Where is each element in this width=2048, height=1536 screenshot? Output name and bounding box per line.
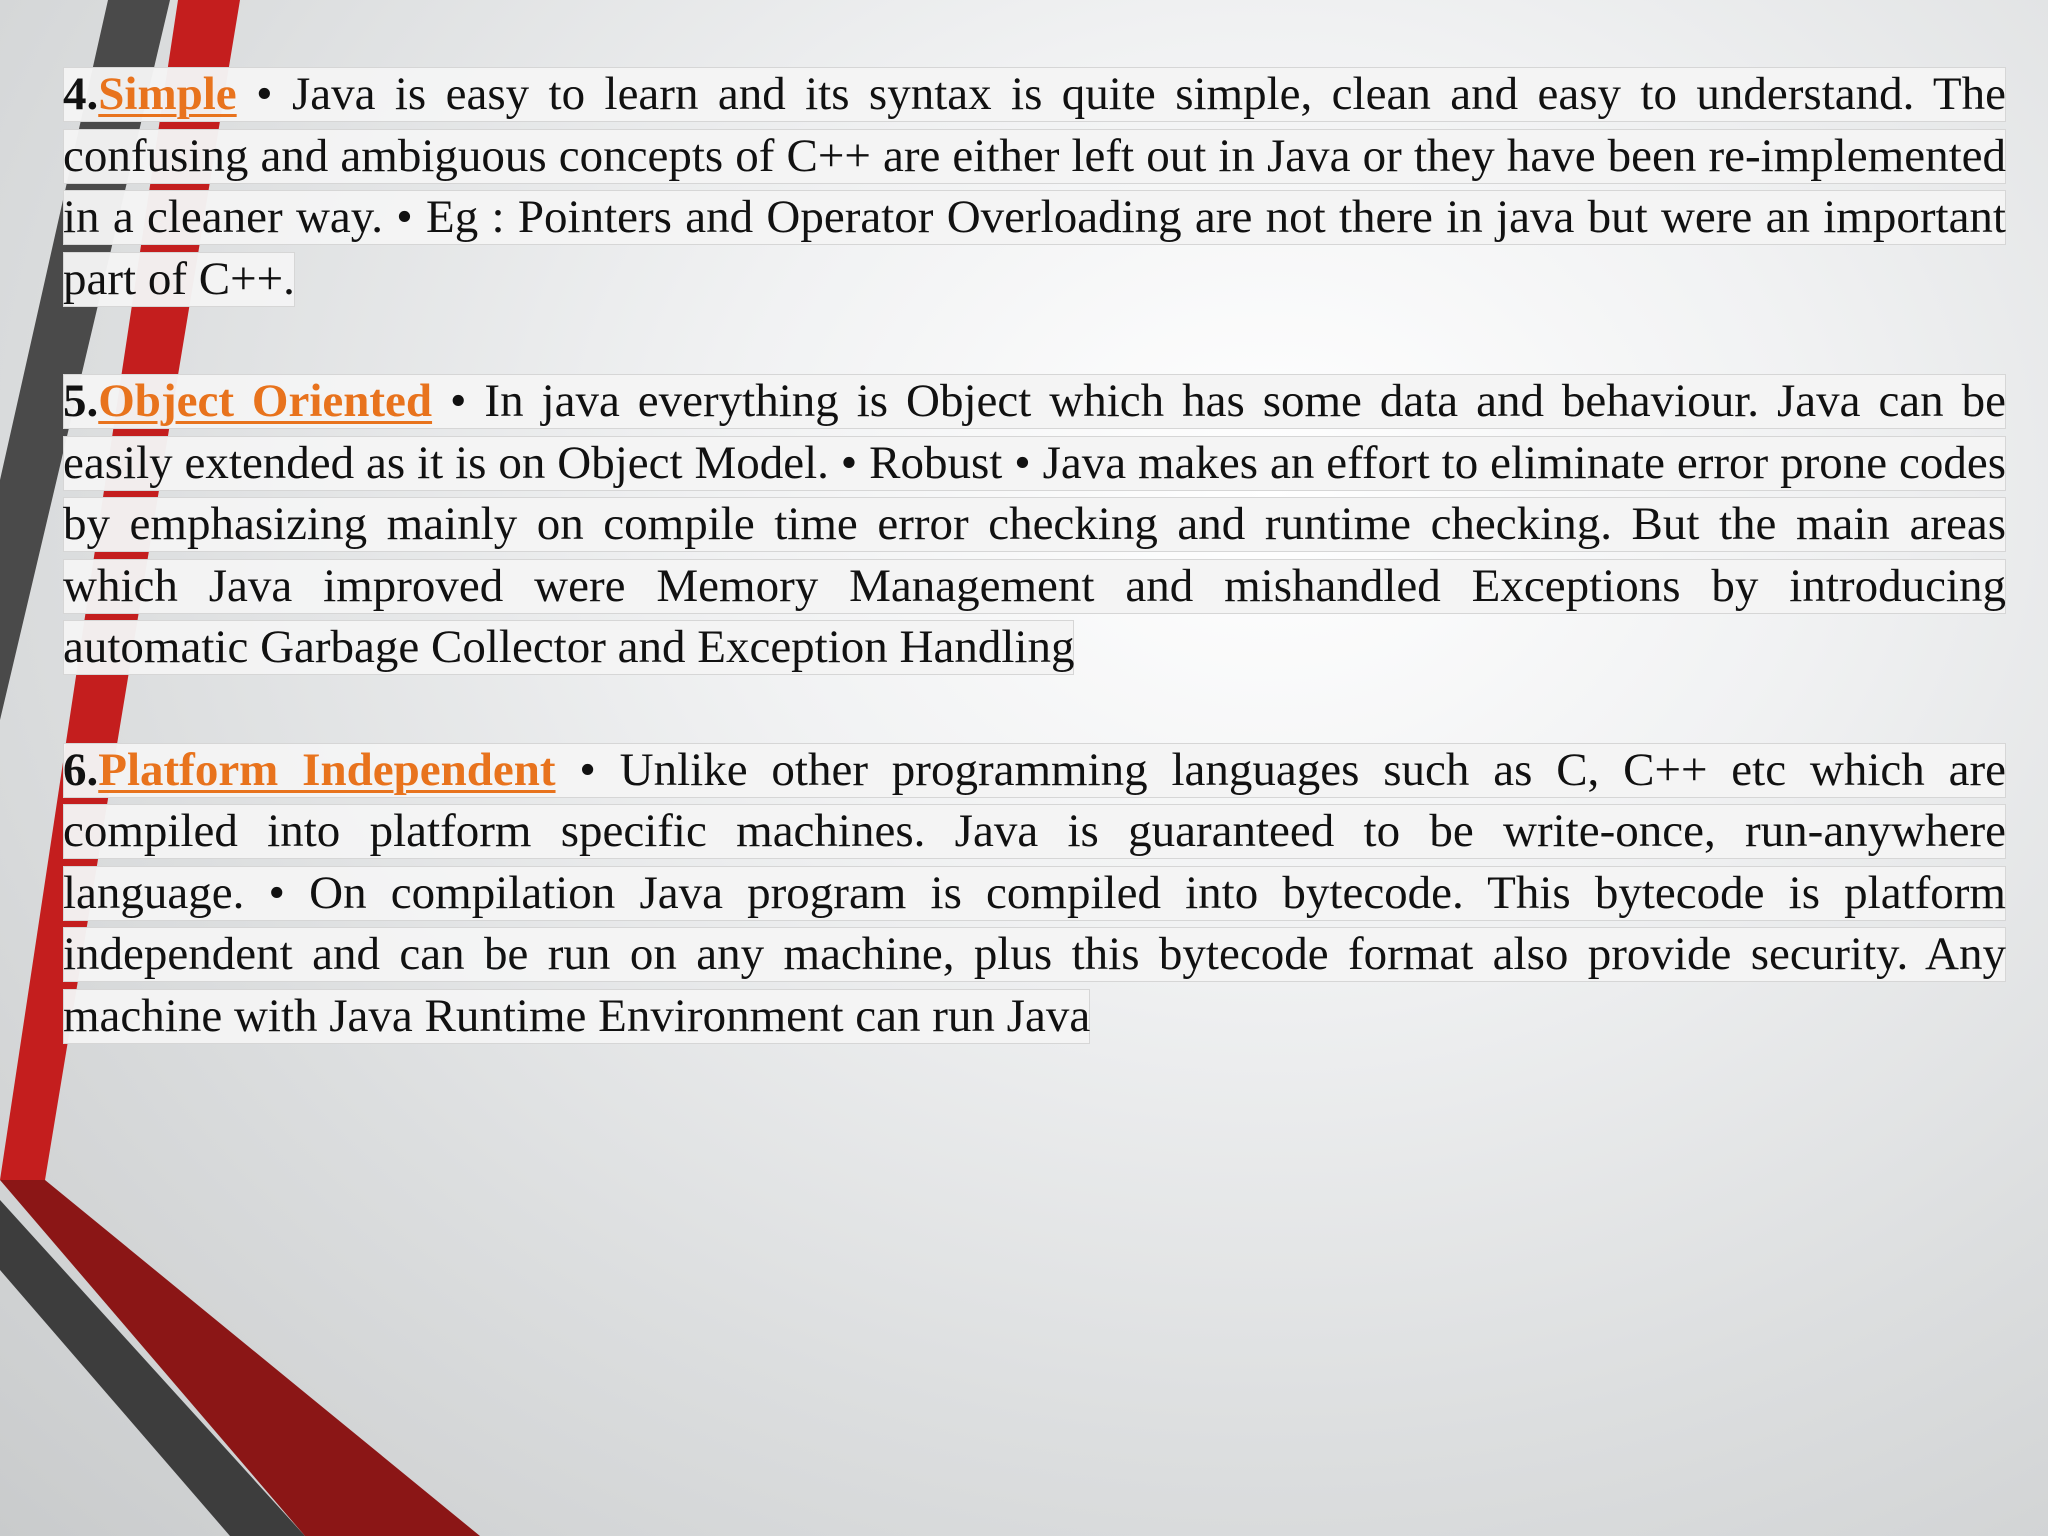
- slide-content: [63, 64, 2006, 1047]
- point-heading-link[interactable]: Platform Independent: [98, 743, 556, 796]
- point-number: 4.: [63, 68, 99, 120]
- point-heading-link[interactable]: Simple: [98, 68, 237, 120]
- point-simple: [63, 64, 2006, 310]
- point-text: [63, 743, 2006, 1044]
- point-body: • Java is easy to learn and its syntax is quite simple, clean and easy to understand. The confusing and ambiguous concepts of C++ are either left out in Java or they have been re-implemented in a cleaner way. • Eg : Pointers and Operator Overloading are not there in java but were an important part of C++.: [63, 68, 2006, 305]
- point-platform-independent: [63, 740, 2006, 1048]
- point-object-oriented: [63, 371, 2006, 679]
- point-number: 5.: [63, 375, 99, 427]
- point-body: • In java everything is Object which has some data and behaviour. Java can be easily extended as it is on Object Model. • Robust • Java makes an effort to eliminate error prone codes by emphasizing mainly on compile time error checking and runtime checking. But the main areas which Java improved were Memory Management and mishandled Exceptions by introducing automatic Garbage Collector and Exception Handling: [63, 375, 2006, 673]
- point-text: [63, 67, 2006, 307]
- point-number: 6.: [63, 743, 99, 796]
- point-text: [63, 374, 2006, 675]
- point-body: • Unlike other programming languages such as C, C++ etc which are compiled into platform specific machines. Java is guaranteed to be write-once, run-anywhere language. • On compilation Java program is compiled into bytecode. This bytecode is platform independent and can be run on any machine, plus this bytecode format also provide security. Any machine with Java Runtime Environment can run Java: [63, 743, 2006, 1042]
- point-heading-link[interactable]: Object Oriented: [98, 375, 433, 427]
